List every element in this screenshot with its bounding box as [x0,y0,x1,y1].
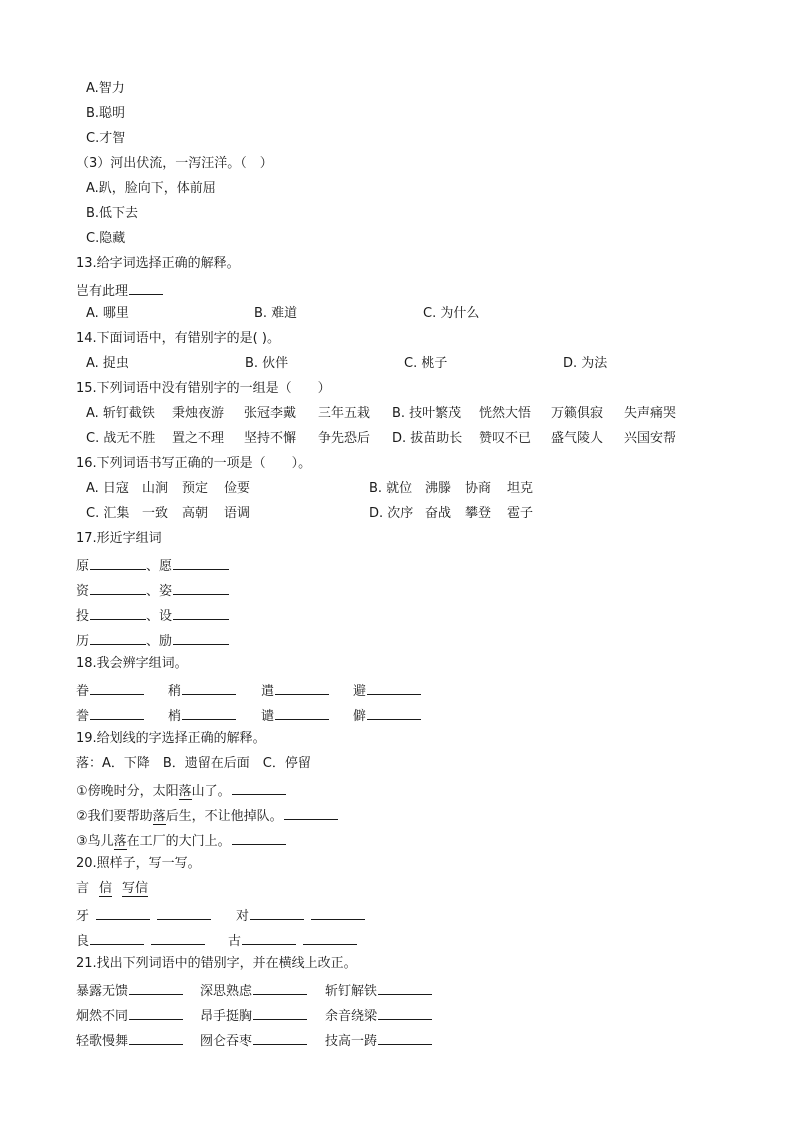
q21-word: 轻歌慢舞 [76,1034,129,1049]
q21-blank[interactable] [253,1030,307,1045]
q17-blank[interactable] [90,580,146,595]
q20-blank[interactable] [157,905,211,920]
q18-char: 梢 [168,709,182,724]
q18-item [168,705,236,726]
q19-item-3 [76,830,286,848]
q12-sub3-option-b: B.低下去 [86,206,139,221]
q18-char: 誊 [76,709,90,724]
q15-c-1: C. 战无不胜 [86,431,156,446]
q19-text: ②我们要帮助 [76,809,153,824]
q18-blank[interactable] [275,680,329,695]
q18-blank[interactable] [275,705,329,720]
q18-item [168,680,236,701]
q21-item [325,980,432,1001]
q18-row-1 [76,680,476,698]
q21-blank[interactable] [129,980,183,995]
q21-word: 暴露无馈 [76,984,129,999]
q21-item [325,1030,432,1051]
q20-blank[interactable] [96,905,150,920]
q17-char: 投 [76,609,90,624]
q18-blank[interactable] [367,680,421,695]
q18-char: 僻 [353,709,367,724]
q18-char: 避 [353,684,367,699]
q15-row-1 [86,405,706,423]
q15-c-3: 坚持不懈 [244,431,297,446]
q18-item [76,705,144,726]
q17-char: 原 [76,559,90,574]
q17-title: 17.形近字组词 [76,531,162,546]
q21-word: 余音绕梁 [325,1009,378,1024]
q16-a-3: 预定 [182,481,209,496]
q14-option-c: C. 桃子 [404,356,448,371]
q19-underlined-char: 落 [152,809,166,824]
q15-d-3: 盛气陵人 [551,431,604,446]
q16-c-4: 语调 [224,506,251,521]
q20-blank[interactable] [90,930,144,945]
q13-answer-blank[interactable] [129,280,163,295]
q20-blank[interactable] [250,905,304,920]
q21-row-2 [76,1005,476,1023]
q18-char: 眷 [76,684,90,699]
q15-a-2: 秉烛夜游 [172,406,225,421]
q17-char: 资 [76,584,90,599]
q15-b-3: 万籁俱寂 [551,406,604,421]
q17-char: 、愿 [146,559,173,574]
q21-blank[interactable] [253,980,307,995]
q16-a-4: 俭要 [224,481,251,496]
q18-char: 稍 [168,684,182,699]
q17-char: 、设 [146,609,173,624]
q21-item [200,1030,307,1051]
q15-a-1: A. 斩钉截铁 [86,406,155,421]
q20-example-word: 写信 [122,881,149,896]
q21-word: 斩钉解铁 [325,984,378,999]
q18-row-2 [76,705,476,723]
q14-title: 14.下面词语中，有错别字的是( )。 [76,331,280,346]
q19-legend: 落：A．下降 B．遗留在后面 C．停留 [76,756,311,771]
q19-underlined-char: 落 [178,784,192,799]
q14-option-d: D. 为法 [563,356,608,371]
q20-example-word: 信 [99,881,113,896]
q14-option-b: B. 伙伴 [245,356,289,371]
q21-blank[interactable] [129,1030,183,1045]
q21-word: 深思熟虑 [200,984,253,999]
q18-blank[interactable] [367,705,421,720]
q16-d-3: 攀登 [465,506,492,521]
q19-text: 在工厂的大门上。 [126,834,231,849]
q20-blank[interactable] [303,930,357,945]
q21-word: 炯然不同 [76,1009,129,1024]
q14-options [86,355,726,373]
q20-example [76,880,148,898]
q15-title: 15.下列词语中没有错别字的一组是（ ） [76,381,331,396]
q16-b-3: 协商 [465,481,492,496]
q19-item-2 [76,805,338,823]
q17-char: 、励 [146,634,173,649]
q21-blank[interactable] [378,1005,432,1020]
q21-row-3 [76,1030,476,1048]
q21-title: 21.找出下列词语中的错别字，并在横线上改正。 [76,956,357,971]
q15-b-2: 恍然大悟 [479,406,532,421]
q17-blank[interactable] [90,630,146,645]
q21-item [325,1005,432,1026]
q20-item [228,930,357,951]
q17-blank[interactable] [90,605,146,620]
q21-blank[interactable] [253,1005,307,1020]
q18-blank[interactable] [90,705,144,720]
q17-char: 历 [76,634,90,649]
q19-answer-blank[interactable] [232,780,286,795]
q12-sub3-option-c: C.隐藏 [86,231,126,246]
q16-a-1: A. 日寇 [86,481,129,496]
q17-row [76,555,229,573]
q15-row-2 [86,430,706,448]
q20-blank[interactable] [151,930,205,945]
q13-stem [76,280,163,298]
q17-row [76,630,229,648]
q21-word: 技高一踌 [325,1034,378,1049]
q18-item [76,680,144,701]
q18-blank[interactable] [182,680,236,695]
q13-options [86,305,726,323]
q20-item [236,905,365,926]
q15-a-3: 张冠李戴 [244,406,297,421]
q20-blank[interactable] [311,905,365,920]
q17-char: 、姿 [146,584,173,599]
q17-blank[interactable] [173,580,229,595]
q18-blank[interactable] [90,680,144,695]
q21-item [76,980,183,1001]
q21-item [76,1030,183,1051]
q16-b-4: 坦克 [507,481,534,496]
q19-title: 19.给划线的字选择正确的解释。 [76,731,266,746]
q15-d-2: 赞叹不已 [479,431,532,446]
q18-char: 谴 [261,709,275,724]
q12-sub3-option-a: A.趴，脸向下，体前屈 [86,181,216,196]
q16-d-4: 雹子 [507,506,534,521]
q15-c-4: 争先恐后 [318,431,371,446]
q18-item [353,705,421,726]
q21-item [200,1005,307,1026]
q21-blank[interactable] [129,1005,183,1020]
q15-c-2: 置之不理 [172,431,225,446]
q16-a-2: 山涧 [142,481,169,496]
q16-d-1: D. 次序 [369,506,414,521]
q17-blank[interactable] [173,555,229,570]
q21-item [200,980,307,1001]
q19-answer-blank[interactable] [232,830,286,845]
q15-b-1: B. 技叶繁茂 [392,406,462,421]
q18-item [261,680,329,701]
q20-row-1 [76,905,396,923]
q17-row [76,605,229,623]
q19-text: 后生，不让他掉队。 [165,809,283,824]
q17-blank[interactable] [173,605,229,620]
q15-a-4: 三年五栽 [318,406,371,421]
q13-title: 13.给字词选择正确的解释。 [76,256,240,271]
q16-b-1: B. 就位 [369,481,413,496]
q16-c-2: 一致 [142,506,169,521]
q17-blank[interactable] [173,630,229,645]
q20-char: 古 [228,934,242,949]
q20-item [76,905,211,926]
q16-row-1 [86,480,646,498]
q18-char: 遣 [261,684,275,699]
q17-row [76,580,229,598]
q15-b-4: 失声痛哭 [624,406,677,421]
q21-row-1 [76,980,476,998]
q20-char: 对 [236,909,250,924]
q17-blank[interactable] [90,555,146,570]
q18-title: 18.我会辨字组词。 [76,656,188,671]
q16-c-3: 高朝 [182,506,209,521]
q20-item [76,930,205,951]
q19-item-1 [76,780,286,798]
q20-char: 良 [76,934,90,949]
q18-blank[interactable] [182,705,236,720]
q21-blank[interactable] [378,980,432,995]
q13-option-a: A. 哪里 [86,306,129,321]
q18-item [353,680,421,701]
q21-blank[interactable] [378,1030,432,1045]
q12-option-c: C.才智 [86,131,126,146]
q15-d-1: D. 拔苗助长 [392,431,463,446]
q20-char: 牙 [76,909,90,924]
q18-item [261,705,329,726]
q13-stem-text: 岂有此理 [76,284,129,299]
q19-answer-blank[interactable] [284,805,338,820]
q12-sub3-stem: （3）河出伏流，一泻汪洋。（ ） [76,156,273,171]
q21-word: 囫仑吞枣 [200,1034,253,1049]
q16-c-1: C. 汇集 [86,506,130,521]
q16-b-2: 沸滕 [425,481,452,496]
q20-blank[interactable] [242,930,296,945]
q15-d-4: 兴国安帮 [624,431,677,446]
q14-option-a: A. 捉虫 [86,356,129,371]
q20-title: 20.照样子，写一写。 [76,856,201,871]
q19-text: ③鸟儿 [76,834,114,849]
q21-item [76,1005,183,1026]
q13-option-b: B. 难道 [254,306,298,321]
q12-option-a: A.智力 [86,81,125,96]
q19-text: ①傍晚时分，太阳 [76,784,179,799]
q16-d-2: 奋战 [425,506,452,521]
q21-word: 昂手挺胸 [200,1009,253,1024]
q16-title: 16.下列词语书写正确的一项是（ ）。 [76,456,312,471]
q12-option-b: B.聪明 [86,106,126,121]
q19-text: 山了。 [191,784,231,799]
q20-example-char: 言 [76,881,90,896]
q20-row-2 [76,930,396,948]
q13-option-c: C. 为什么 [423,306,480,321]
q16-row-2 [86,505,646,523]
q19-underlined-char: 落 [113,834,127,849]
